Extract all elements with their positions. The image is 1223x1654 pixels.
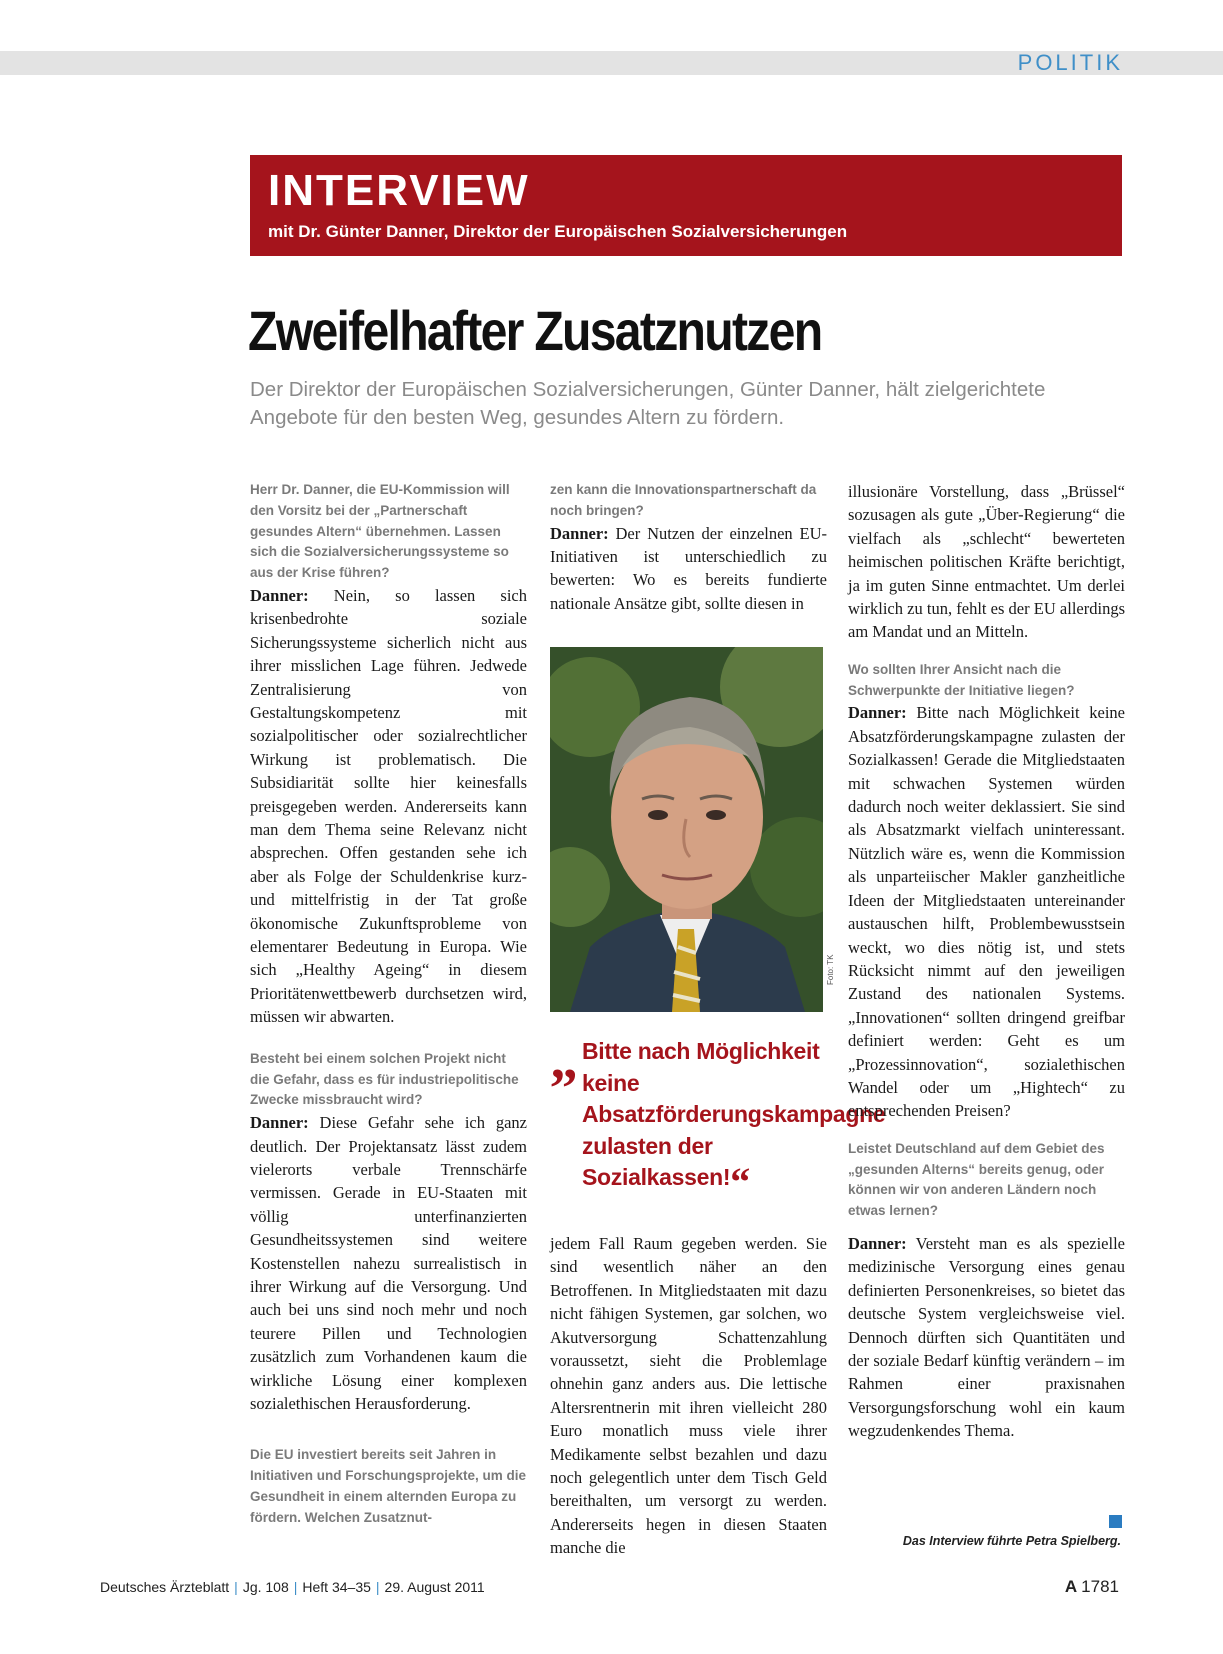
quote-open-mark: „	[550, 1029, 578, 1091]
answer-text: Der Nutzen der einzelnen EU-Initiativen ist unterschiedlich zu bewerten: Wo es bereits fundierte nationale Ansätze gibt, sollte diesen in	[550, 523, 827, 613]
question-2: Besteht bei einem solchen Projekt nicht die Gefahr, dass es für industriepolitische Zwecke missbraucht wird?	[250, 1050, 519, 1108]
pull-quote-text: Bitte nach Möglichkeit keine Absatzförderungskampagne zulasten der Sozialkassen!	[582, 1038, 886, 1190]
answer-text: Diese Gefahr sehe ich ganz deutlich. Der Projektansatz lässt zudem vielerorts verbale Trennschärfe vermissen. Gerade in EU-Staaten mit völlig unterfinanzierten Gesundheitssystemen sind weitere Kostenstellen nahezu surrealistisch in ihrer Wirkung auf die Versorgung. Und auch bei uns sind noch mehr und noch teurere Pillen und Technologien zusätzlich zum Vorhandenen kaum die wirkliche Lösung einer komplexen sozialethischen Herausforderung.	[250, 1113, 527, 1413]
text-column-2	[550, 480, 827, 615]
speaker-name: Danner:	[250, 1113, 309, 1133]
page-number-value: 1781	[1081, 1577, 1119, 1596]
answer-4	[848, 701, 1125, 1122]
page-number	[1065, 1577, 1119, 1597]
pull-quote	[550, 1029, 886, 1204]
separator: |	[375, 1579, 380, 1595]
text-column-3	[848, 480, 1125, 1443]
speaker-name: Danner:	[848, 703, 907, 723]
question-1: Herr Dr. Danner, die EU-Kommission will den Vorsitz bei der „Partnerschaft gesundes Altern“ übernehmen. Lassen sich die Sozialversicherungssysteme so aus der Krise führen?	[250, 482, 510, 581]
answer-text: Versteht man es als spezielle medizinische Versorgung eines genau definierten Personenkreises, so bietet das deutsche System vergleichsweise viel. Dennoch dürften sich Quantitäten und der soziale Bedarf künftig verändern – im Rahmen einer praxisnahen Versorgungsforschung wohl ein kaum wegzudenkendes Thema.	[848, 1233, 1125, 1441]
separator: |	[293, 1579, 298, 1595]
question-4: Wo sollten Ihrer Ansicht nach die Schwerpunkte der Initiative liegen?	[848, 661, 1075, 698]
answer-5	[848, 1232, 1125, 1443]
speaker-name: Danner:	[848, 1233, 907, 1253]
photo-credit: Foto: TK	[826, 954, 835, 985]
answer-text: Nein, so lassen sich krisenbedrohte soziale Sicherungssysteme sicherlich nicht aus ihrer misslichen Lage führen. Jedwede Zentralisierung von Gestaltungskompetenz mit sozialpolitischer oder sozialrechtlicher Wirkung ist problematisch. Die Subsidiarität sollte hier keinesfalls preisgegeben werden. Andererseits kann man dem Thema seine Relevanz nicht absprechen. Offen gestanden sehe ich aber als Folge der Schuldenkrise kurz- und mittelfristig in der Tat große ökonomische Zukunftsprobleme von elementarer Bedeutung in Europa. Wie sich „Healthy Ageing“ in diesem Prioritätenwettbewerb durchsetzen wird, müssen wir abwarten.	[250, 585, 527, 1027]
portrait-illustration	[550, 647, 823, 1012]
answer-2	[250, 1111, 527, 1415]
end-of-article-mark	[1109, 1515, 1122, 1528]
issue: Heft 34–35	[302, 1579, 371, 1595]
portrait-photo	[550, 647, 823, 1012]
answer-3-start	[550, 522, 827, 616]
question-3: Die EU investiert bereits seit Jahren in Initiativen und Forschungsprojekte, um die Gesundheit in einem alternden Europa zu fördern. Welchen Zusatznut-	[250, 1447, 527, 1525]
banner-subtitle: mit Dr. Günter Danner, Direktor der Europäischen Sozialversicherungen	[268, 222, 848, 241]
answer-3-continued: jedem Fall Raum gegeben werden. Sie sind wesentlich näher an den Betroffenen. In Mitgliedstaaten mit dazu nicht fähigen Systemen, gar solchen, wo Akutversorgung Schattenzahlung voraussetzt, sieht die Problemlage ohnehin ganz anders aus. Die lettische Altersrentnerin mit ihren vielleicht 280 Euro monatlich muss viele ihrer Medikamente selbst bezahlen und dazu noch gelegentlich unter dem Tisch Geld bereithalten, um versorgt zu werden. Andererseits hegen in diesen Staaten manche die	[550, 1234, 827, 1558]
text-column-2-lower	[550, 1232, 827, 1560]
answer-3-end: illusionäre Vorstellung, dass „Brüssel“ sozusagen als gute „Über-Regierung“ die vielfach als „schlecht“ bewerteten heimischen politischen Kräfte berichtigt, ja im guten Sinne entmachtet. Um derlei wirklich zu tun, fehlt es der EU allerdings am Mandat und an Mitteln.	[848, 482, 1125, 642]
text-column-1	[250, 480, 527, 1529]
speaker-name: Danner:	[550, 523, 609, 543]
answer-1	[250, 584, 527, 1029]
banner-title: INTERVIEW	[268, 166, 530, 215]
volume: Jg. 108	[242, 1579, 289, 1595]
question-3-continued: zen kann die Innovationspartnerschaft da noch bringen?	[550, 482, 817, 518]
section-label: POLITIK	[1017, 50, 1123, 75]
speaker-name: Danner:	[250, 585, 309, 605]
footer-journal-info	[100, 1579, 485, 1595]
question-5: Leistet Deutschland auf dem Gebiet des „gesunden Alterns“ bereits genug, oder können wir von anderen Ländern noch etwas lernen?	[848, 1140, 1105, 1219]
separator: |	[234, 1579, 238, 1595]
answer-text: Bitte nach Möglichkeit keine Absatzförderungskampagne zulasten der Sozialkassen! Gerade die Mitgliedstaaten mit schwachen Systemen würden dadurch noch weiter deklassiert. Sie sind als Absatzmarkt vielfach uninteressant. Nützlich wäre es, wenn die Kommission als unparteiischer Makler ganzheitliche Ideen der Mitgliedstaaten untereinander austauschen hilft, Problembewusstsein weckt, wo dies nötig ist, und stets Rücksicht nimmt auf den jeweiligen Zustand des nationalen Systems. „Innovationen“ sollten dringend greifbar definiert werden: Geht es um „Prozessinnovation“, sozialethischen Wandel oder um „Hightech“ zu entsprechenden Preisen?	[848, 703, 1125, 1121]
issue-date: 29. August 2011	[384, 1579, 485, 1595]
article-headline: Zweifelhafter Zusatznutzen	[248, 299, 822, 362]
pull-quote-text-wrap	[550, 1036, 886, 1204]
page-prefix: A	[1064, 1577, 1078, 1596]
journal-name: Deutsches Ärzteblatt	[100, 1579, 230, 1595]
interview-banner	[250, 155, 1122, 256]
interview-credit: Das Interview führte Petra Spielberg.	[902, 1534, 1121, 1548]
quote-close-mark: “	[730, 1159, 750, 1204]
article-deck: Der Direktor der Europäischen Sozialversicherungen, Günter Danner, hält zielgerichtete Angebote für den besten Weg, gesundes Altern zu fördern.	[250, 378, 1046, 429]
